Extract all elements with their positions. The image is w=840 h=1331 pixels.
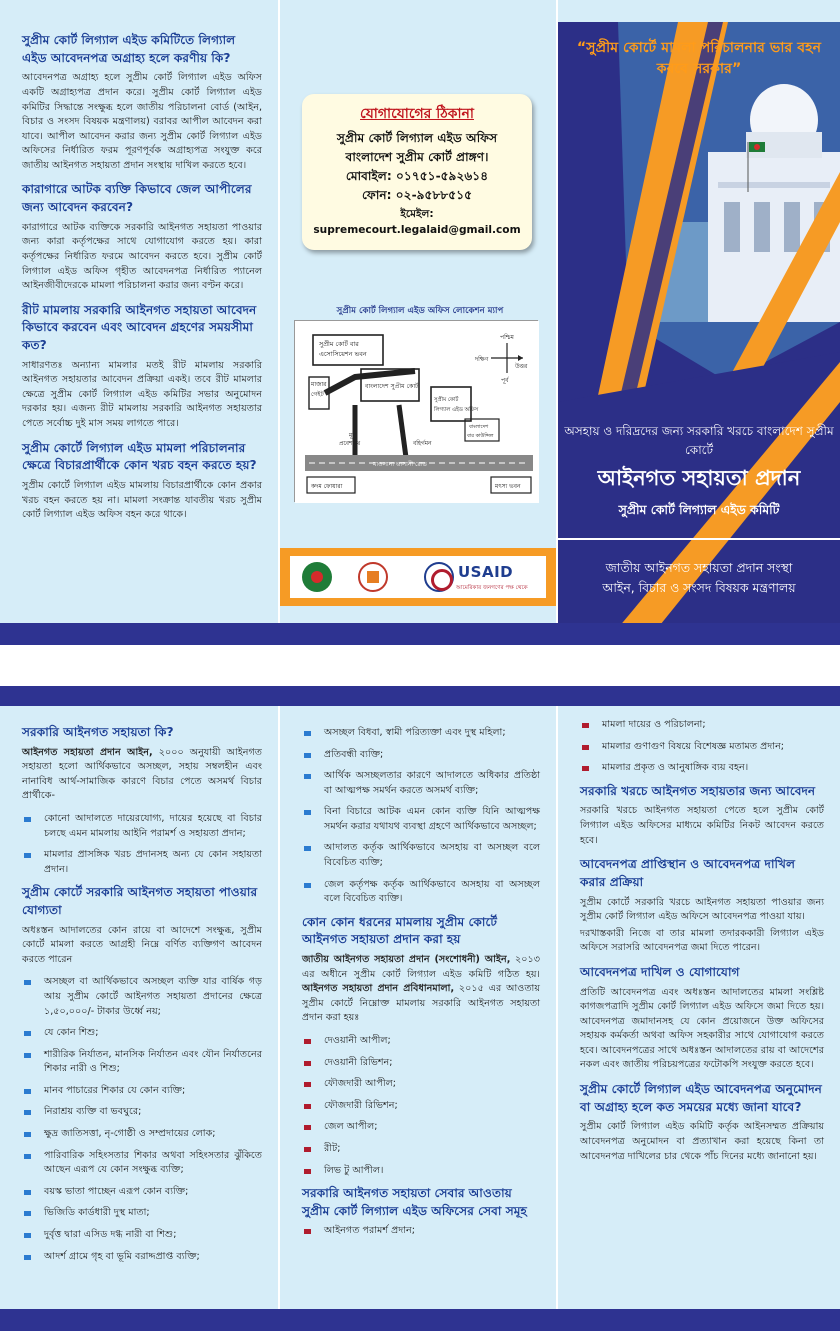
list-item — [302, 769, 540, 798]
org-line-1: জাতীয় আইনগত সহায়তা প্রদান সংস্থা — [605, 560, 793, 575]
law-name: জাতীয় আইনগত সহায়তা প্রদান (সংশোধনী) আইন, — [302, 954, 511, 966]
bullet-icon — [304, 1104, 311, 1109]
section-heading: সুপ্রীম কোর্টে লিগ্যাল এইড আবেদনপত্র অনুমোদন বা অগ্রাহ্য হলে কত সময়ের মধ্যে জানা যাবে? — [580, 1082, 822, 1114]
main-road-label: মাওলানা ভাসানী রোড — [373, 461, 427, 468]
mazar-label: মাজার — [311, 381, 327, 388]
list-item — [302, 748, 540, 763]
list-item — [580, 740, 824, 755]
bullet-icon — [304, 753, 311, 758]
outside-left-column — [0, 0, 278, 531]
gate-label: গেইট — [311, 391, 324, 398]
bullet-icon — [24, 1211, 31, 1216]
list-item — [580, 761, 824, 776]
section-heading: কোন কোন ধরনের মামলায় সুপ্রীম কোর্টে আইনগত সহায়তা প্রদান করা হয় — [302, 914, 497, 947]
section-text: সুপ্রীম কোর্টে সরকারি খরচে আইনগত সহায়তা পাওয়ার জন্য সুপ্রীম কোর্ট লিগ্যাল এইড অফিসে আবেদনপত্র পাওয়া যায়। — [580, 896, 824, 923]
list-item-text: মামলার গুণাগুণ বিষয়ে বিশেষজ্ঞ মতামত প্রদান; — [602, 740, 785, 752]
list-item-text: মামলা দায়ের ও পরিচালনা; — [602, 719, 706, 730]
list-item-text: ফৌজদারী রিভিশন; — [324, 1099, 398, 1111]
compass-west-label: পশ্চিম — [500, 334, 514, 341]
regulation-name: আইনগত সহায়তা প্রদান প্রবিধানমালা, — [302, 983, 455, 995]
section-text: সাধারণতঃ অন্যান্য মামলার মতই রীট মামলায় সরকারি আইনগত সহায়তার আবেদন প্রক্রিয়া একই। তবে রীট মামলার ক্ষেত্রে সুপ্রীম কোর্ট লিগ্যাল এইড কমিটির সভার অনুমোদন দরকার হয়। এজন্য রীট মামলায় সরকারি আইনগত সহায়তার পেতে সর্বোচ্চ দুই মাস সময় লাগতে পারে। — [22, 359, 262, 430]
bar-association-label: সুপ্রীম কোর্ট বার — [319, 340, 359, 348]
cover-committee: সুপ্রীম কোর্ট লিগ্যাল এইড কমিটি — [618, 502, 780, 517]
list-item — [302, 1099, 540, 1114]
contact-title: যোগাযোগের ঠিকানা — [360, 106, 474, 122]
section-heading: আবেদনপত্র দাখিল ও যোগাযোগ — [580, 964, 740, 979]
brochure-outside — [0, 0, 840, 645]
list-item-text: আদালত কর্তৃক আর্থিকভাবে অসহায় বা অসচ্ছল বলে বিবেচিত ব্যক্তি; — [324, 842, 540, 869]
list-item — [22, 1026, 262, 1041]
list-item — [22, 1250, 262, 1265]
bullet-icon — [304, 846, 311, 851]
section-text: অধঃস্তন আদালতের কোন রায়ে বা আদেশে সংক্ষুব্ধ, সুপ্রীম কোর্টে মামলা করতে আগ্রহী নিম্নে বর্ণিত ব্যক্তিগণ আবেদন করতে পারেন — [22, 924, 262, 965]
main-gate-label-2: প্রবেশপথ — [339, 441, 361, 447]
list-item — [302, 1077, 540, 1092]
list-item-text: প্রতিবন্ধী ব্যক্তি; — [324, 748, 384, 760]
outside-bottom-band — [0, 623, 840, 645]
section-text-rest: ২০১৫ এর আওতায় সুপ্রীম কোর্টে নিম্নোক্ত মামলায় সরকারি আইনগত সহায়তা প্রদান করা হয়ঃ — [302, 983, 540, 1024]
bullet-icon — [24, 1110, 31, 1115]
bullet-icon — [304, 731, 311, 736]
list-item — [22, 1127, 262, 1142]
cover-divider — [558, 538, 840, 540]
brochure-inside — [0, 686, 840, 1331]
list-item — [302, 805, 540, 834]
section-text — [22, 746, 262, 804]
list-item-text: রীট; — [324, 1142, 341, 1154]
list-item-text: লিভ টু আপীল। — [324, 1164, 384, 1176]
list-item-text: ক্ষুদ্র জাতিসত্তা, নৃ-গোষ্ঠী ও সম্প্রদায়ের লোক; — [44, 1128, 216, 1140]
list-item — [302, 1120, 540, 1135]
bullet-icon — [24, 1053, 31, 1058]
list-item-text: মানব পাচারের শিকার যে কোন ব্যক্তি; — [44, 1084, 186, 1096]
partner-logo-strip — [280, 548, 556, 606]
location-map — [294, 320, 538, 502]
bullet-icon — [24, 1132, 31, 1137]
cover-panel — [558, 22, 840, 640]
law-name: আইনগত সহায়তা প্রদান আইন, — [22, 746, 153, 758]
bullet-icon — [24, 1233, 31, 1238]
bullet-icon — [304, 1082, 311, 1087]
bullet-icon — [24, 980, 31, 985]
list-item — [22, 1048, 262, 1077]
bullet-icon — [304, 1169, 311, 1174]
section-heading: রীট মামলায় সরকারি আইনগত সহায়তা আবেদন কিভাবে করবেন এবং আবেদন গ্রহণের সময়সীমা কত? — [22, 302, 257, 353]
services-list-continued — [580, 718, 824, 776]
bullet-icon — [304, 1229, 311, 1234]
list-item — [22, 1105, 262, 1120]
section-heading: সরকারি আইনগত সহায়তা সেবার আওতায় সুপ্রীম কোর্ট লিগ্যাল এইড অফিসের সেবা সমূহ — [302, 1186, 527, 1218]
list-item — [302, 878, 540, 907]
section-text: সুপ্রীম কোর্টে লিগ্যাল এইড মামলায় বিচারপ্রার্থীকে কোন প্রকার খরচ বহন করতে হয় না। মামলা সংক্রান্ত যাবতীয় খরচ সুপ্রীম কোর্ট লিগ্যাল এইড অফিস বহন করে থাকে। — [22, 480, 262, 521]
supreme-court-label: বাংলাদেশ সুপ্রীম কোর্ট — [365, 383, 419, 390]
legal-aid-office-label: সুপ্রীম কোর্ট — [434, 397, 459, 403]
list-item — [22, 1149, 262, 1178]
list-item-text: আইনগত পরামর্শ প্রদান; — [324, 1225, 416, 1237]
list-item — [302, 726, 540, 741]
cover-organization — [558, 558, 840, 599]
list-item-text: শারীরিক নির্যাতন, মানসিক নির্যাতন এবং যৌন নির্যাতনের শিকার নারী ও শিশু; — [44, 1048, 262, 1075]
bullet-icon — [24, 817, 31, 822]
contact-box — [302, 94, 532, 250]
list-item-text: জেল আপীল; — [324, 1121, 378, 1133]
bullet-icon — [24, 1031, 31, 1036]
list-item — [302, 1056, 540, 1071]
list-item-text: যে কোন শিশু; — [44, 1027, 99, 1039]
bar-council-label: বাংলাদেশ — [469, 424, 489, 430]
list-item-text: পারিবারিক সহিংসতার শিকার অথবা সহিংসতার ঝুঁকিতে আছেন এরূপ যে কোন সংক্ষুব্ধ ব্যক্তি; — [44, 1149, 262, 1176]
services-list — [302, 1224, 540, 1239]
cover-subline: অসহায় ও দরিদ্রদের জন্য সরকারি খরচে বাংলাদেশ সুপ্রীম কোর্টে — [564, 424, 834, 458]
bullet-icon — [24, 1190, 31, 1195]
list-item — [302, 1224, 540, 1239]
cover-background — [558, 22, 840, 640]
bullet-icon — [304, 810, 311, 815]
section-text: সুপ্রীম কোর্ট লিগ্যাল এইড কমিটি কর্তৃক আইনসম্মত প্রক্রিয়ায় আবেদনপত্র অনুমোদন বা প্রত্যাখান করা হয়েছে কিনা তা আবেদনপত্র দাখিলের চার থেকে পাঁচ দিনের মধ্যে জানানো হয়। — [580, 1121, 824, 1162]
mosque-label: মৎস্য ভবন — [495, 483, 521, 490]
section-text-rest: ২০০০ অনুযায়ী আইনগত সহায়তা হলো আর্থিকভাবে অসচ্ছল, সহায় সম্বলহীন এবং নানাবিধ আর্থ-সামাজিক কারণে বিচার পেতে অসমর্থ বিচার প্রার্থীকে- — [22, 746, 263, 802]
section-heading: সরকারি খরচে আইনগত সহায়তার জন্য আবেদন — [580, 783, 816, 798]
usaid-tagline: আমেরিকার জনগণের পক্ষ থেকে — [456, 585, 528, 591]
bullet-icon — [24, 853, 31, 858]
compass-east-label: পূর্ব — [501, 377, 509, 384]
list-item-text: আর্থিক অসচ্ছলতার কারণে আদালতে অধিকার প্রতিষ্ঠা বা আত্মপক্ষ সমর্থন করতে অসমর্থ ব্যক্তি; — [324, 770, 540, 796]
contact-mobile: মোবাইল: ০১৭৫১-৫৯২৬১৪ — [345, 168, 489, 183]
list-item-text: মামলার প্রকৃত ও আনুষাঙ্গিক ব্যয় বহন। — [602, 762, 749, 774]
list-item — [302, 1164, 540, 1179]
bullet-icon — [304, 774, 311, 779]
contact-phone: ফোন: ০২-৯৫৮৮৫১৫ — [361, 187, 473, 202]
contact-office: সুপ্রীম কোর্ট লিগ্যাল এইড অফিস — [336, 131, 498, 145]
list-item-text: দুর্বৃত্ত দ্বারা এসিড দগ্ধ নারী বা শিশু; — [44, 1228, 177, 1240]
list-item — [302, 1142, 540, 1157]
list-item-text: কোনো আদালতে দায়েরযোগ্য, দায়ের হয়েছে বা বিচার চলছে এমন মামলায় আইনি পরামর্শ ও সহায়তা প্রদান; — [44, 813, 262, 839]
bangladesh-govt-logo-icon — [302, 562, 332, 592]
bullet-icon — [582, 745, 589, 750]
legal-aid-logo-icon — [358, 562, 388, 592]
list-item — [22, 848, 262, 877]
inside-right-column — [558, 686, 840, 1172]
bullet-icon — [24, 1154, 31, 1159]
section-heading: সরকারি আইনগত সহায়তা কি? — [22, 725, 174, 739]
location-map-drawing — [295, 321, 539, 503]
bar-association-label-2: এসোসিয়েশন ভবন — [319, 350, 367, 358]
eligibility-list-continued — [302, 726, 540, 907]
bullet-icon — [304, 1039, 311, 1044]
list-item — [22, 1228, 262, 1243]
bullet-icon — [304, 1147, 311, 1152]
case-types-list — [302, 1034, 540, 1178]
list-item-text: দেওয়ানী আপীল; — [324, 1035, 391, 1047]
bullet-icon — [24, 1089, 31, 1094]
section-text — [302, 953, 540, 1026]
list-item-text: ভিজিডি কার্ডধারী দুস্থ মাতা; — [44, 1207, 150, 1219]
usaid-logo: USAID — [458, 563, 514, 581]
section-text: কারাগারে আটক ব্যক্তিকে সরকারি আইনগত সহায়তা পাওয়ার জন্য কারা কর্তৃপক্ষের সাথে যোগাযোগ করতে হয়। কারা কর্তৃপক্ষের নির্ধারিত ফরমে আবেদন করতে হবে। সুপ্রীম কোর্ট লিগ্যাল এইড অফিস গৃহীত আবেদনপত্র নির্ধারিত প্যানেল আইনজীবীদেরকে মামলা পরিচালনা করার জন্য বণ্টন করে। — [22, 221, 262, 292]
inside-bottom-band — [0, 1309, 840, 1331]
list-item-text: নিরাশ্রয় ব্যক্তি বা ভবঘুরে; — [44, 1106, 142, 1118]
section-heading: আবেদনপত্র প্রাপ্তিস্থান ও আবেদনপত্র দাখিল করার প্রক্রিয়া — [580, 857, 796, 889]
section-heading: সুপ্রীম কোর্টে সরকারি আইনগত সহায়তা পাওয়ার যোগ্যতা — [22, 885, 258, 917]
eligibility-list — [22, 975, 262, 1264]
section-text: প্রতিটি আবেদনপত্র এবং অধঃস্তন আদালতের মামলা সংশ্লিষ্ট কাগজপত্রাদি সুপ্রীম কোর্ট লিগ্যাল এইড অফিসে জমা দিতে হয়। আবেদনপত্র জমাদানসহ যে কোন প্রয়োজনে উক্ত অফিসের সহায়ক কর্মকর্তা অথবা অফিস সহকারীর সাথে যোগাযোগ করতে হবে। আবেদনপত্রের সাথে অধঃস্তন আদালতের রায় বা আদেশের নকল এবং জাতীয় পরিচয়পত্রের ফটোকপি সংযুক্ত করতে হবে। — [580, 986, 824, 1071]
inside-left-column — [0, 686, 278, 1271]
partner-logos — [290, 556, 546, 598]
section-heading: কারাগারে আটক ব্যক্তি কিভাবে জেল আপীলের জন্য আবেদন করবেন? — [22, 182, 252, 215]
bullet-icon — [24, 1255, 31, 1260]
section-text: আবেদনপত্র অগ্রাহ্য হলে সুপ্রীম কোর্ট লিগ্যাল এইড অফিস একটি অগ্রাহ্যপত্র প্রদান করে। সুপ্রীম কোর্ট লিগ্যাল এইড কমিটির সিদ্ধান্তে সংক্ষুব্ধ হলে জাতীয় পরিচালনা বোর্ড (আইন, বিচার ও সংসদ বিষয়ক মন্ত্রণালয়) বরাবর আপীল আবেদন করা যাবে। আপীল আবেদন করার জন্য সুপ্রীম কোর্ট লিগ্যাল এইড অফিসের নির্ধারিত ফরম পূরণপূর্বক অগ্রাহ্যপত্র সংযুক্ত করে জাতীয় আইনগত সহায়তা প্রদান সংস্থায় দাখিল করতে হবে। — [22, 72, 262, 171]
list-item-text: অসচ্ছল বিধবা, স্বামী পরিত্যক্তা এবং দুস্থ মহিলা; — [324, 727, 506, 738]
section-heading: সুপ্রীম কোর্টে লিগ্যাল এইড মামলা পরিচালনার ক্ষেত্রে বিচারপ্রার্থীকে কোন খরচ বহন করতে হয়? — [22, 440, 257, 473]
fountain-label: কদম ফোয়ারা — [311, 483, 343, 490]
inside-middle-column — [280, 686, 556, 1246]
section-text: সরকারি খরচে আইনগত সহায়তা পেতে হলে সুপ্রীম কোর্ট লিগ্যাল এইড অফিসের মাধ্যমে কমিটির নিকট আবেদন করতে হবে। — [580, 805, 824, 846]
list-item-text: মামলার প্রাসঙ্গিক খরচ প্রদানসহ অন্য যে কোন সহায়তা প্রদান। — [44, 849, 262, 875]
list-item-text: অসচ্ছল বা আর্থিকভাবে অসচ্ছল ব্যক্তি যার বার্ষিক গড় আয় সুপ্রীম কোর্টে আইনগত সহায়তা প্রদানের ক্ষেত্রে ১,৫০,০০০/- টাকার উর্ধ্বে নয়; — [44, 976, 262, 1017]
list-item-text: আদর্শ গ্রামে গৃহ বা ভূমি বরাদ্দপ্রাপ্ত ব্যক্তি; — [44, 1250, 200, 1262]
section-text: দরখাস্তকারী নিজে বা তার মামলা তদারককারী লিগ্যাল এইড অফিসে সরাসরি আবেদনপত্র জমা দিতে পারেন। — [580, 927, 824, 954]
contact-premises: বাংলাদেশ সুপ্রীম কোর্ট প্রাঙ্গণ। — [345, 149, 489, 164]
list-item — [302, 841, 540, 870]
usaid-seal-icon — [424, 562, 454, 592]
map-title: সুপ্রীম কোর্ট লিগ্যাল এইড অফিস লোকেশন ম্যাপ — [336, 306, 504, 316]
cover-main-title: আইনগত সহায়তা প্রদান — [597, 466, 801, 490]
list-item-text: বিনা বিচারে আটক এমন কোন ব্যক্তি যিনি আত্মপক্ষ সমর্থন করার যথাযথ ব্যবস্থা গ্রহণে আর্থিকভাবে অসচ্ছল; — [324, 806, 540, 832]
section-heading: সুপ্রীম কোর্ট লিগ্যাল এইড কমিটিতে লিগ্যাল এইড আবেদনপত্র অগ্রাহ্য হলে করণীয় কি? — [22, 33, 236, 65]
compass-south-label: দক্ষিণ — [475, 356, 489, 363]
list-item — [22, 1206, 262, 1221]
list-item-text: জেল কর্তৃপক্ষ কর্তৃক আর্থিকভাবে অসহায় বা অসচ্ছল বলে বিবেচিত ব্যক্তি। — [324, 878, 540, 905]
compass-north-label: উত্তর — [515, 363, 528, 370]
list-item-text: ফৌজদারী আপীল; — [324, 1078, 396, 1090]
main-gate-label: মূল — [349, 433, 357, 439]
list-item — [22, 1084, 262, 1099]
aid-definition-list — [22, 812, 262, 877]
legal-aid-office-label-2: লিগ্যাল এইড অফিস — [434, 407, 479, 413]
section-text-mid: ২০১৩ এর অধীনে সুপ্রীম কোর্ট লিগ্যাল এইড কমিটি গঠিত হয়। — [302, 954, 540, 980]
exit-label: বহির্গমন — [413, 441, 432, 447]
bullet-icon — [304, 1061, 311, 1066]
list-item-text: বয়স্ক ভাতা পাচ্ছেন এরূপ কোন ব্যক্তি; — [44, 1185, 189, 1197]
bar-council-label-2: বার কাউন্সিল — [467, 433, 494, 439]
list-item-text: দেওয়ানী রিভিশন; — [324, 1056, 393, 1068]
list-item — [580, 718, 824, 733]
cover-slogan: “সুপ্রীম কোর্টে মামলা পরিচালনার ভার বহন করবে সরকার” — [576, 40, 822, 78]
bullet-icon — [304, 1125, 311, 1130]
list-item — [302, 1034, 540, 1049]
bullet-icon — [582, 723, 589, 728]
list-item — [22, 975, 262, 1019]
contact-email[interactable]: ইমেইল: supremecourt.legalaid@gmail.com — [313, 207, 521, 236]
list-item — [22, 1185, 262, 1200]
list-item — [22, 812, 262, 841]
bullet-icon — [304, 883, 311, 888]
org-line-2: আইন, বিচার ও সংসদ বিষয়ক মন্ত্রণালয় — [602, 580, 796, 596]
bullet-icon — [582, 766, 589, 771]
